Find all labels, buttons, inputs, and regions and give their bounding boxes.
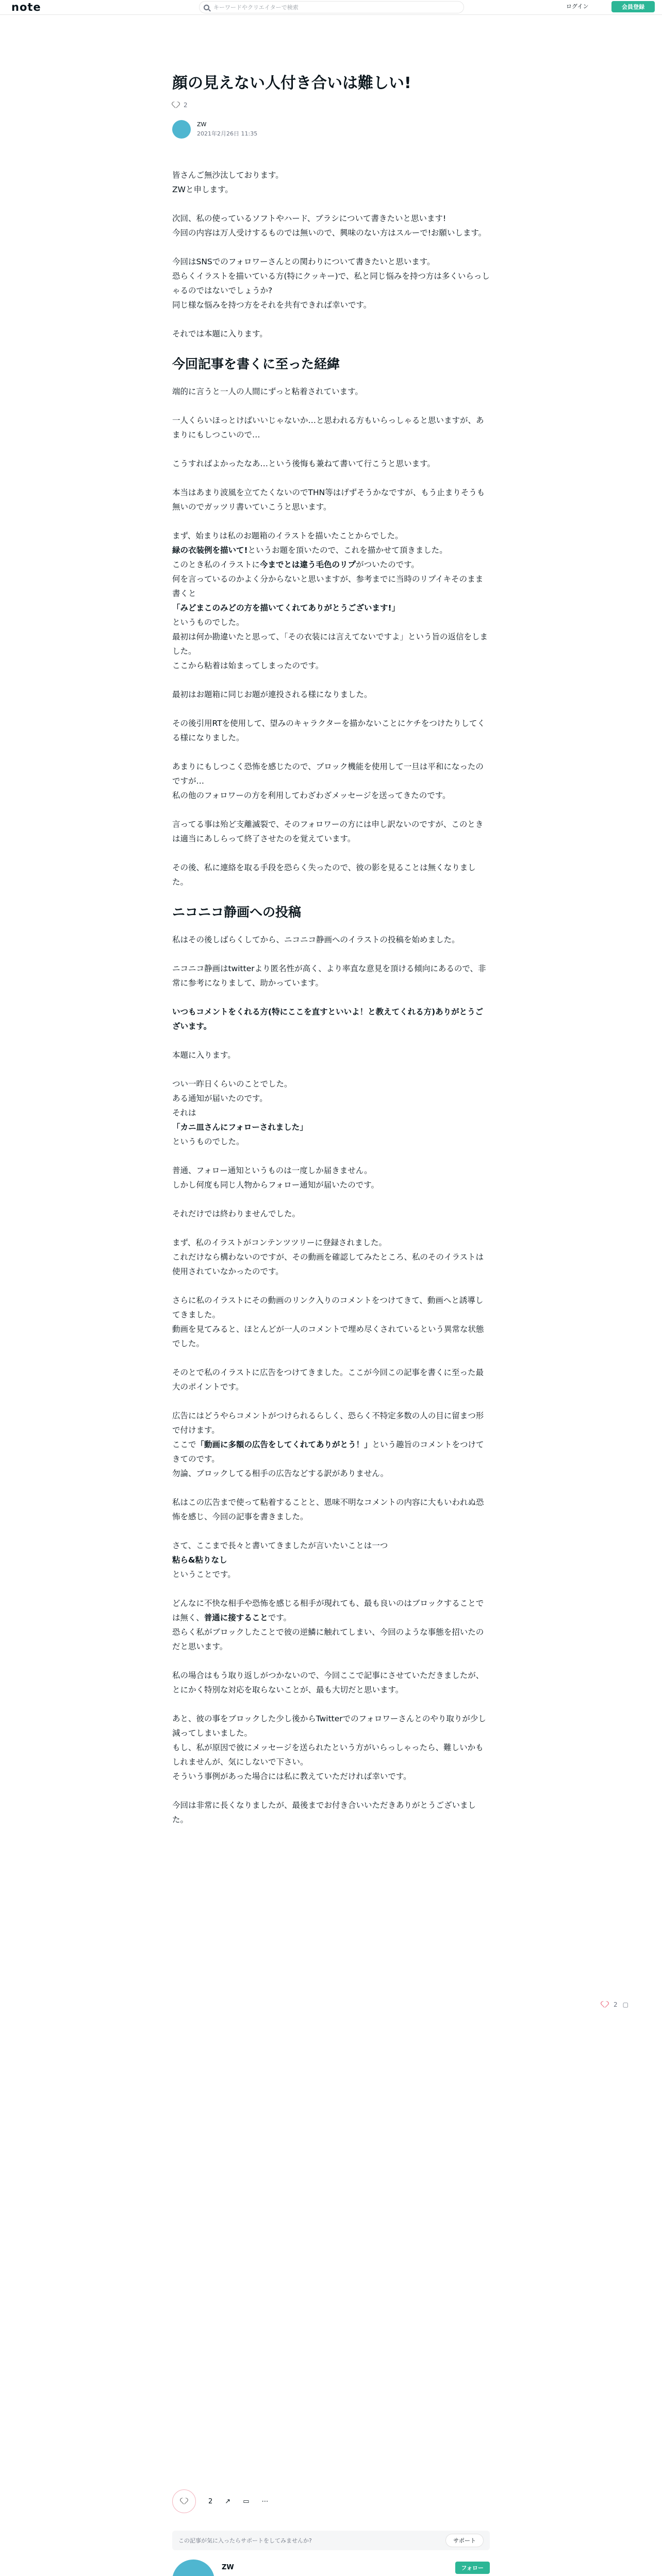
share-icon[interactable]: ↗ bbox=[225, 2497, 231, 2505]
article-body bbox=[172, 168, 490, 1841]
section-heading: 今回記事を書くに至った経緯 bbox=[172, 357, 340, 371]
paragraph: 最初はお題箱に同じお題が連投される様になりました。 bbox=[172, 690, 372, 699]
paragraph: どんなに不快な相手や恐怖を感じる相手が現れても、最も良いのはブロックすることでは無く、普通に接することです。 恐らく私がブロックしたことで彼の逆鱗に触れてしまい、今回のような事態を招いたのだと思います。 bbox=[172, 1599, 484, 1651]
follow-button[interactable]: フォロー bbox=[455, 2562, 490, 2574]
author-avatar-large[interactable] bbox=[172, 2560, 214, 2576]
floating-like-count: 2 bbox=[614, 2001, 618, 2008]
paragraph: 一人くらいほっとけばいいじゃないか…と思われる方もいらっしゃると思いますが、あまりにもしつこいので… bbox=[172, 416, 484, 439]
like-counter-top[interactable] bbox=[172, 101, 188, 109]
heart-icon[interactable] bbox=[601, 2002, 608, 2008]
like-button[interactable] bbox=[172, 2489, 196, 2513]
support-box bbox=[172, 2531, 490, 2550]
paragraph: まず、始まりは私のお題箱のイラストを描いたことからでした。 緑の衣装例を描いて!というお題を頂いたので、これを描かせて頂きました。 このとき私のイラストに今までとは違う毛色のリプがついたのです。 何を言っているのかよく分からないと思いますが、参考までに当時のリプイキそのまま書くと 「みどまこのみどの方を描いてくれてありがとうございます!」 というものでした。 最初は何か勘違いたと思って、「その衣装には言えてないですよ」という旨の返信をしました。 ここから粘着は始まってしまったのです。 bbox=[172, 531, 488, 670]
paragraph: 普通、フォロー通知というものは一度しか届きません。 しかし何度も同じ人物からフォロー通知が届いたのです。 bbox=[172, 1166, 379, 1190]
comment-icon[interactable]: ▢ bbox=[622, 2001, 628, 2008]
paragraph: 私の場合はもう取り返しがつかないので、今回ここで記事にさせていただきましたが、とにかく特別な対応を取らないことが、最も大切だと思います。 bbox=[172, 1671, 484, 1694]
paragraph: それでは本題に入ります。 bbox=[172, 329, 268, 338]
paragraph: それだけでは終わりませんでした。 bbox=[172, 1209, 301, 1218]
paragraph: こうすればよかったなあ…という後悔も兼ねて書いて行こうと思います。 bbox=[172, 459, 435, 468]
heart-icon bbox=[172, 102, 179, 109]
support-button[interactable]: サポート bbox=[445, 2534, 484, 2547]
paragraph: 言ってる事は殆ど支離滅裂で、そのフォロワーの方には申し訳ないのですが、このときは適当にあしらって終了させたのを覚えています。 bbox=[172, 820, 484, 843]
like-count-bottom: 2 bbox=[208, 2497, 213, 2505]
login-link[interactable]: ログイン bbox=[566, 3, 589, 10]
profile-name[interactable]: ZW bbox=[222, 2564, 234, 2571]
paragraph: 皆さんご無沙汰しております。 ZWと申します。 bbox=[172, 171, 284, 194]
paragraph: ニコニコ静画はtwitterより匿名性が高く、より率直な意見を頂ける傾向にあるので、非常に参考になりまして、助かっています。 bbox=[172, 964, 486, 988]
avatar[interactable] bbox=[172, 120, 191, 139]
paragraph: 今回は非常に長くなりましたが、最後までお付き合いいただきありがとうございました。 bbox=[172, 1801, 476, 1824]
paragraph: そのとで私のイラストに広告をつけてきました。ここが今回この記事を書くに至った最大のポイントです。 bbox=[172, 1368, 484, 1392]
search-placeholder: キーワードやクリエイターで検索 bbox=[213, 4, 299, 11]
paragraph: 端的に言うと一人の人間にずっと粘着されています。 bbox=[172, 387, 363, 396]
paragraph: あと、彼の事をブロックした少し後からTwitterでのフォロワーさんとのやり取りが少し減ってしまいました。 もし、私が原因で彼にメッセージを送られたという方がいらっしゃったら、難しいかもしれませんが、気にしないで下さい。 そういう事例があった場合には私に教えていただければ幸いです。 bbox=[172, 1714, 486, 1781]
paragraph: さらに私のイラストにその動画のリンク入りのコメントをつけてきて、動画へと誘導してきました。 動画を見てみると、ほとんどが一人のコメントで埋め尽くされているという異常な状態でした。 bbox=[172, 1296, 484, 1348]
paragraph: その後、私に連絡を取る手段を恐らく失ったので、彼の影を見ることは無くなりました。 bbox=[172, 863, 476, 887]
more-icon[interactable]: ⋯ bbox=[261, 2497, 269, 2505]
publish-date: 2021年2月26日 11:35 bbox=[197, 130, 258, 137]
paragraph: さて、ここまで長々と書いてきましたが言いたいことは一つ 粘ら&粘りなし ということです。 bbox=[172, 1541, 388, 1579]
paragraph: いつもコメントをくれる方(特にここを直すといいよ！と教えてくれる方)ありがとうございます。 bbox=[172, 1007, 484, 1031]
author-profile bbox=[172, 2560, 490, 2576]
search-input[interactable] bbox=[199, 1, 464, 13]
support-text: この記事が気に入ったらサポートをしてみませんか? bbox=[178, 2537, 312, 2544]
paragraph: 本当はあまり波風を立てたくないのでTHN等はげずそうかなですが、もう止まりそうも無いのでガッツリ書いていこうと思います。 bbox=[172, 488, 485, 512]
section-heading: ニコニコ静画への投稿 bbox=[172, 905, 302, 920]
paragraph: つい一昨日くらいのことでした。 ある通知が届いたのです。 それは 「カニ皿さんにフォローされました」 というものでした。 bbox=[172, 1079, 308, 1146]
paragraph: 私はこの広告まで使って粘着することと、恩味不明なコメントの内容に大もいわれぬ恐怖を感じ、今回の記事を書きました。 bbox=[172, 1498, 484, 1521]
paragraph: 本題に入ります。 bbox=[172, 1050, 236, 1060]
author-block[interactable] bbox=[172, 120, 257, 139]
floating-like[interactable] bbox=[601, 2001, 628, 2008]
article-actions bbox=[172, 2489, 490, 2513]
paragraph: 今回はSNSでのフォロワーさんとの関わりについて書きたいと思います。 恐らくイラストを描いている方(特にクッキー)で、私と同じ悩みを持つ方は多くいらっしゃるのではないでしょうか? 同じ様な悩みを持つ方をそれを共有できれば幸いです。 bbox=[172, 257, 490, 310]
article-title: 顔の見えない人付き合いは難しい! bbox=[172, 74, 411, 92]
paragraph: あまりにもしつこく恐怖を感じたので、ブロック機能を使用して一旦は平和になったのですが… 私の他のフォロワーの方を利用してわざわざメッセージを送ってきたのです。 bbox=[172, 762, 484, 800]
like-count: 2 bbox=[184, 101, 188, 109]
author-name[interactable]: ZW bbox=[197, 121, 207, 128]
signup-button[interactable]: 会員登録 bbox=[611, 1, 655, 12]
paragraph: 広告にはどうやらコメントがつけられるらしく、恐らく不特定多数の人の目に留まつ形で付けます。 ここで「動画に多額の広告をしてくれてありがとう！」という趣旨のコメントをつけてきてのです。 勿論、ブロックしてる相手の広告などする訳がありません。 bbox=[172, 1411, 484, 1478]
paragraph: その後引用RTを使用して、望みのキャラクターを描かないことにケチをつけたりしてくる様になりました。 bbox=[172, 719, 485, 742]
top-bar bbox=[0, 0, 662, 15]
paragraph: まず、私のイラストがコンテンツツリーに登録されました。 これだけなら構わないのですが、その動画を確認してみたところ、私のそのイラストは使用されていなかったのです。 bbox=[172, 1238, 484, 1276]
paragraph: 私はその後しばらくしてから、ニコニコ静画へのイラストの投稿を始めました。 bbox=[172, 935, 460, 944]
comment-icon[interactable]: ▭ bbox=[243, 2497, 250, 2505]
paragraph: 次回、私の使っているソフトやハード、ブラシについて書きたいと思います! 今回の内容は万人受けするものでは無いので、興味のない方はスルーで!お願いします。 bbox=[172, 214, 487, 238]
search-icon bbox=[204, 5, 209, 10]
heart-icon bbox=[180, 2498, 188, 2505]
note-logo[interactable]: note bbox=[11, 1, 41, 13]
